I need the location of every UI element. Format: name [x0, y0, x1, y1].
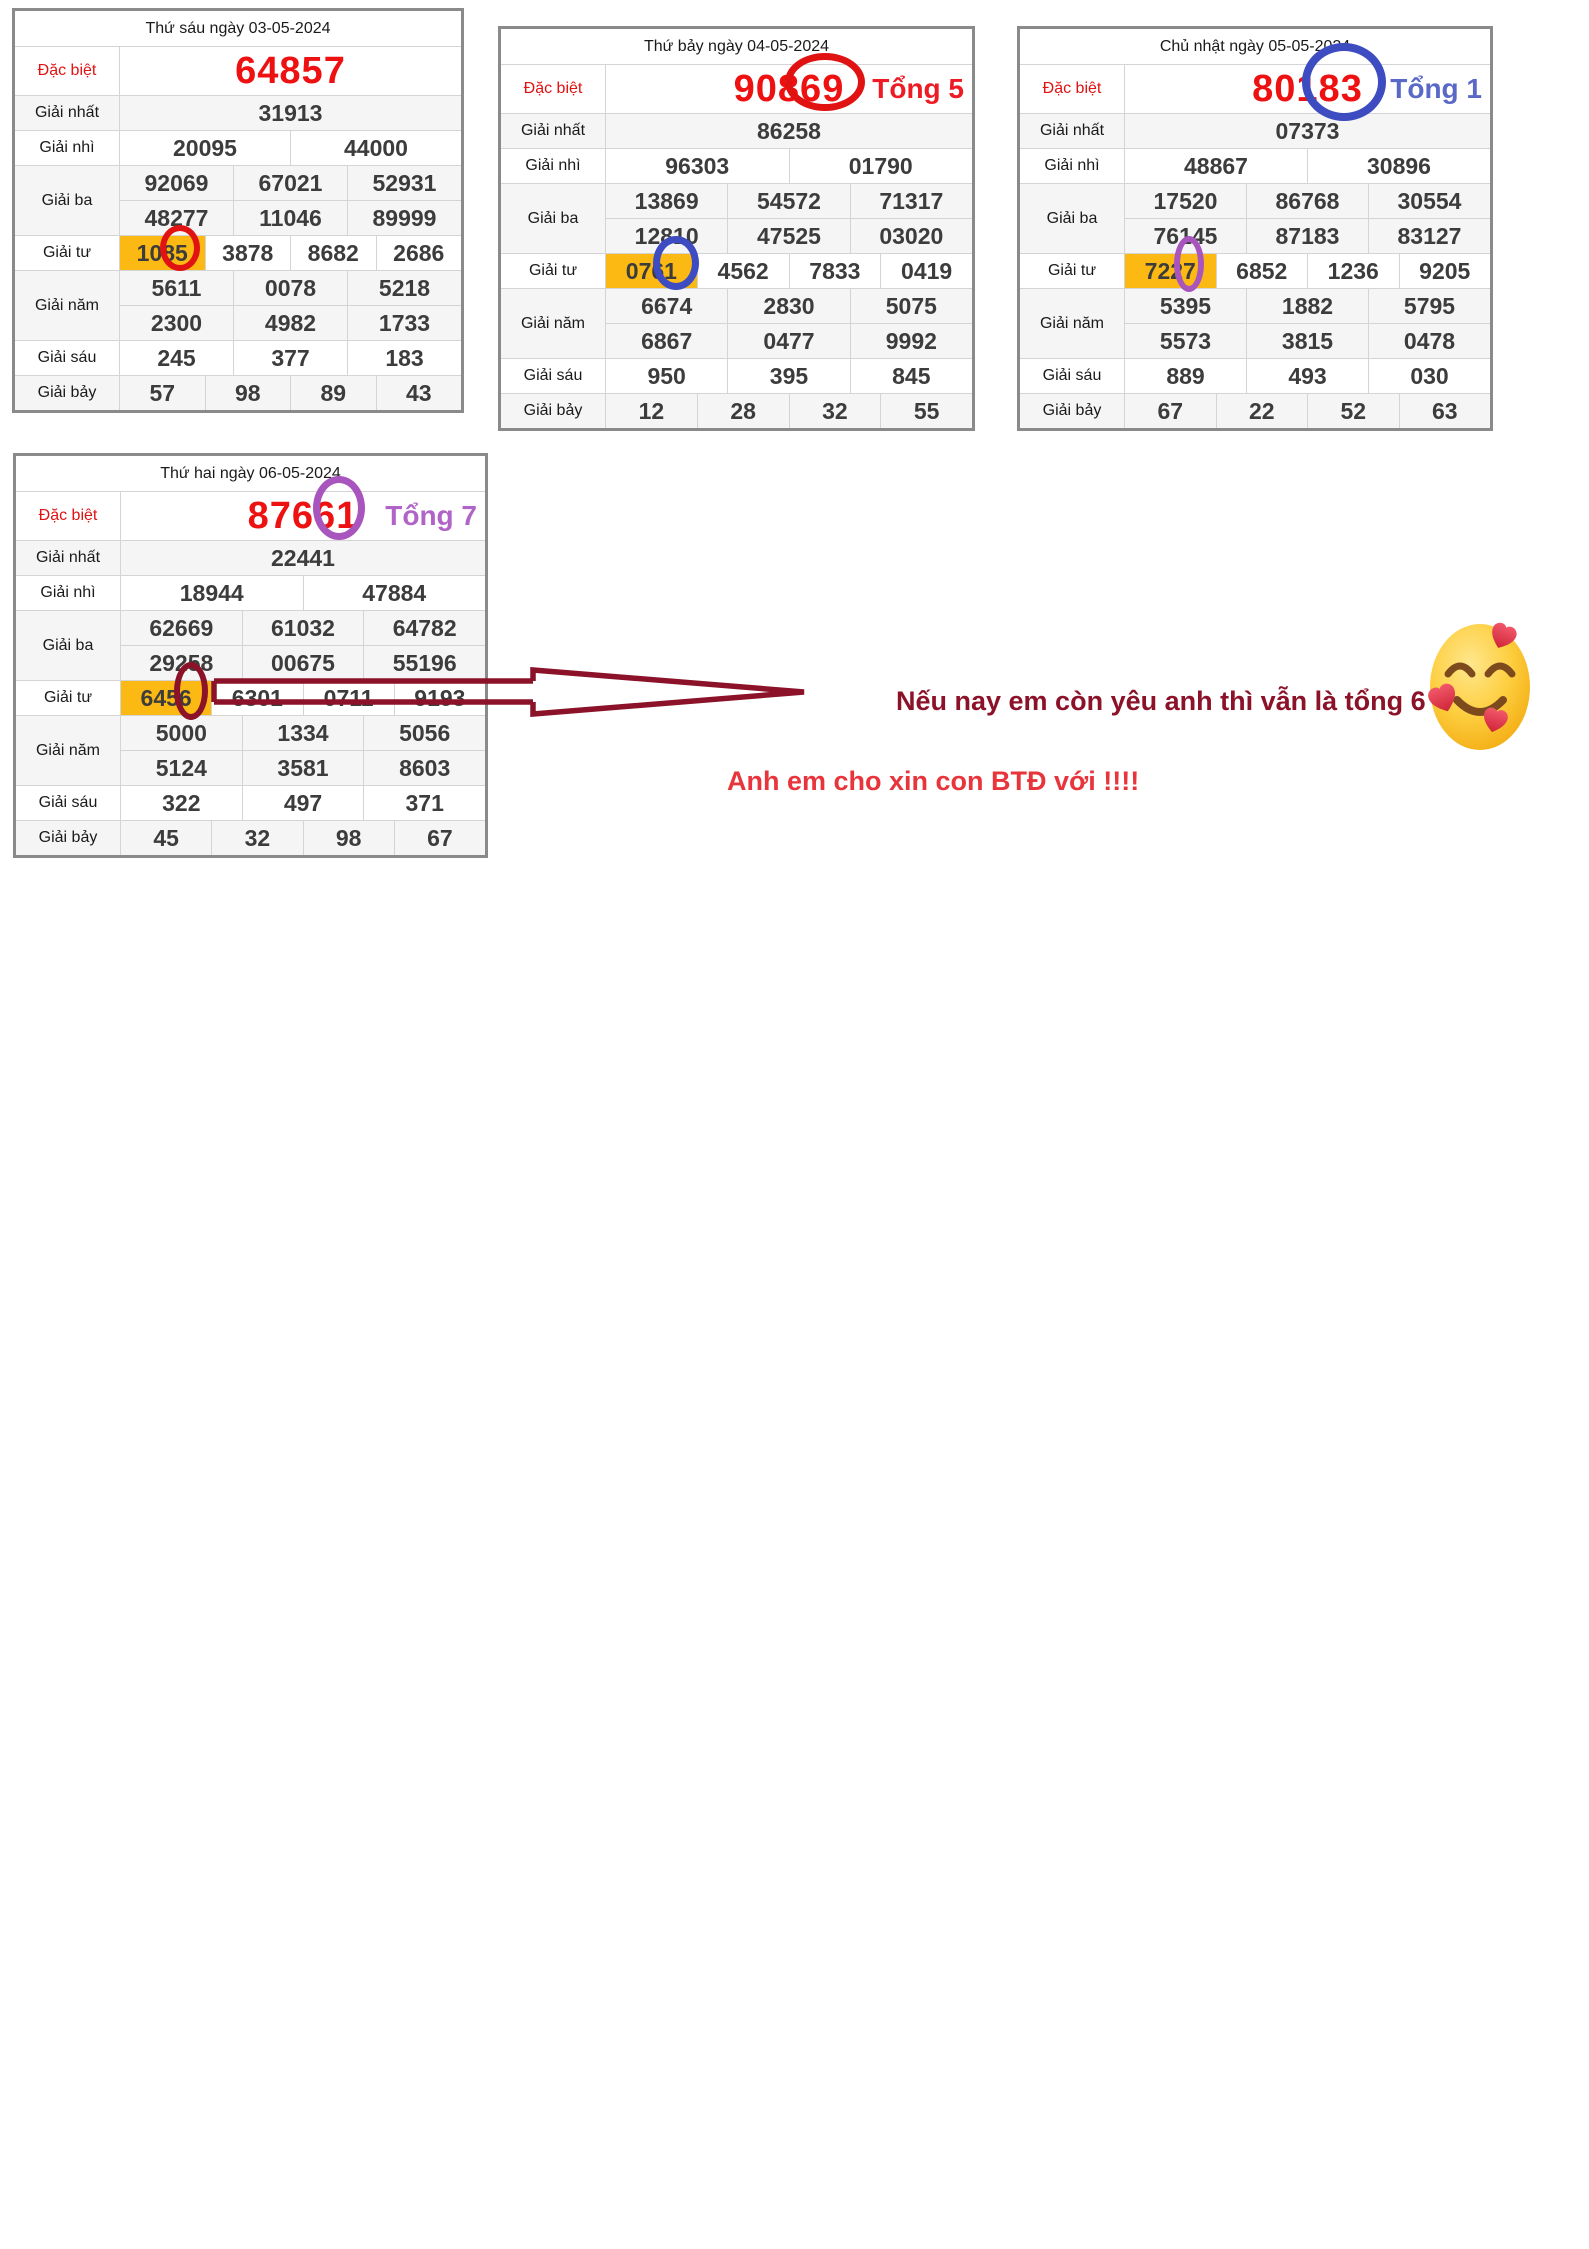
second-prize-values	[121, 576, 485, 610]
prize-number: 22	[1216, 394, 1308, 428]
prize-number: 493	[1246, 359, 1368, 393]
emoji-heart-left	[1426, 681, 1461, 716]
prize-number: 5000	[155, 719, 207, 746]
prize-number: 0078	[233, 271, 347, 305]
special-prize-cell	[1125, 65, 1490, 113]
prize-number: 5056	[363, 716, 485, 750]
prize-number: 0711	[303, 681, 394, 715]
fifth-prize-values-line2	[1125, 323, 1490, 358]
row-sixth-prize	[15, 340, 461, 375]
second-prize-values	[120, 131, 461, 165]
row-label-fourth: Giải tư	[16, 681, 121, 715]
prize-number: 98	[303, 821, 394, 855]
row-label-special: Đặc biệt	[15, 47, 120, 95]
prize-number: 83127	[1368, 219, 1490, 253]
third-prize-values-line2	[121, 645, 485, 680]
table-date: Thứ bảy ngày 04-05-2024	[643, 37, 830, 55]
prize-number: 0478	[1368, 324, 1490, 358]
tong-sum-label: Tổng 5	[872, 73, 964, 104]
row-label-sixth: Giải sáu	[1020, 359, 1125, 393]
prize-number: 12	[638, 397, 665, 424]
lottery-table-2	[498, 26, 975, 431]
row-special-prize	[15, 46, 461, 95]
row-label-fifth: Giải năm	[15, 271, 120, 340]
prize-number: 43	[376, 376, 462, 410]
prize-number: 76145	[1153, 222, 1218, 249]
tong-sum-label: Tổng 7	[385, 500, 477, 531]
prize-number: 8603	[363, 751, 485, 785]
prize-number: 57	[149, 379, 176, 406]
row-first-prize	[1020, 113, 1490, 148]
prize-number: 395	[727, 359, 849, 393]
prize-number: 47525	[727, 219, 849, 253]
first-prize-values	[606, 114, 972, 148]
prize-number: 9193	[394, 681, 485, 715]
prize-number: 96303	[665, 152, 730, 179]
table-date: Chủ nhật ngày 05-05-2024	[1159, 37, 1351, 55]
table-date: Thứ hai ngày 06-05-2024	[160, 464, 341, 482]
row-label-second: Giải nhì	[1020, 149, 1125, 183]
row-label-seventh: Giải bảy	[1020, 394, 1125, 428]
sixth-prize-values	[606, 359, 972, 393]
second-prize-values	[606, 149, 972, 183]
prize-number: 29258	[149, 649, 214, 676]
prize-number: 950	[647, 362, 686, 389]
prize-number: 67	[394, 821, 485, 855]
prize-number: 17520	[1153, 187, 1218, 214]
arrow-head	[533, 670, 804, 714]
prize-number: 6852	[1216, 254, 1308, 288]
row-third-prize	[1020, 183, 1490, 253]
prize-number: 48277	[144, 204, 209, 231]
row-fourth-prize	[15, 235, 461, 270]
prize-number: 5611	[151, 274, 202, 301]
prize-number: 845	[850, 359, 972, 393]
row-label-fifth: Giải năm	[16, 716, 121, 785]
row-special-prize	[501, 64, 972, 113]
row-third-prize	[501, 183, 972, 253]
prize-number: 377	[233, 341, 347, 375]
prize-number: 0477	[727, 324, 849, 358]
prize-number: 32	[789, 394, 881, 428]
prize-number: 2686	[376, 236, 462, 270]
third-prize-values-line1	[606, 184, 972, 218]
row-label-seventh: Giải bảy	[501, 394, 606, 428]
table-header-row	[15, 11, 461, 46]
row-special-prize	[1020, 64, 1490, 113]
row-label-special: Đặc biệt	[501, 65, 606, 113]
row-label-sixth: Giải sáu	[15, 341, 120, 375]
prize-number: 55	[880, 394, 972, 428]
special-prize-cell	[606, 65, 972, 113]
prize-number: 22441	[271, 544, 335, 571]
prize-number: 89999	[347, 201, 461, 235]
row-label-fifth: Giải năm	[501, 289, 606, 358]
row-label-fourth: Giải tư	[1020, 254, 1125, 288]
prize-number: 6674	[641, 292, 693, 319]
prize-number: 6301	[211, 681, 302, 715]
prize-number: 1882	[1246, 289, 1368, 323]
row-fourth-prize	[501, 253, 972, 288]
prize-number: 30554	[1368, 184, 1490, 218]
emoji-left-eye	[1448, 666, 1472, 674]
table-date: Thứ sáu ngày 03-05-2024	[145, 19, 331, 37]
prize-number: 6867	[641, 327, 693, 354]
fifth-prize-values-line2	[120, 305, 461, 340]
row-label-second: Giải nhì	[16, 576, 121, 610]
prize-number: 28	[697, 394, 789, 428]
fifth-prize-values-line2	[121, 750, 485, 785]
prize-number: 6456	[121, 681, 211, 715]
tong-sum-label: Tổng 1	[1390, 73, 1482, 104]
row-label-seventh: Giải bảy	[16, 821, 121, 855]
prize-number: 63	[1399, 394, 1491, 428]
prize-number: 371	[363, 786, 485, 820]
prize-number: 889	[1166, 362, 1205, 389]
row-label-first: Giải nhất	[501, 114, 606, 148]
row-label-third: Giải ba	[1020, 184, 1125, 253]
row-label-first: Giải nhất	[1020, 114, 1125, 148]
prize-number: 9992	[850, 324, 972, 358]
row-first-prize	[16, 540, 485, 575]
prize-number: 30896	[1307, 149, 1490, 183]
prize-number: 5573	[1159, 327, 1212, 354]
third-prize-values-line1	[121, 611, 485, 645]
row-label-special: Đặc biệt	[16, 492, 121, 540]
row-label-first: Giải nhất	[16, 541, 121, 575]
row-label-sixth: Giải sáu	[501, 359, 606, 393]
row-label-sixth: Giải sáu	[16, 786, 121, 820]
prize-number: 2300	[150, 309, 203, 336]
prize-number: 0761	[606, 254, 697, 288]
fourth-prize-values	[121, 681, 485, 715]
prize-number: 1733	[347, 306, 461, 340]
row-label-third: Giải ba	[15, 166, 120, 235]
row-second-prize	[501, 148, 972, 183]
special-prize-number: 80183	[1252, 67, 1363, 110]
prize-number: 71317	[850, 184, 972, 218]
arrow-message-text: Nếu nay em còn yêu anh thì vẫn là tổng 6	[896, 686, 1426, 716]
prize-number: 20095	[173, 134, 237, 161]
lottery-table-1	[12, 8, 464, 413]
prize-number: 31913	[258, 99, 323, 126]
lottery-table-3	[1017, 26, 1493, 431]
fifth-prize-values-line2	[606, 323, 972, 358]
special-prize-number: 64857	[235, 49, 346, 92]
third-prize-values-line2	[1125, 218, 1490, 253]
lottery-table-4	[13, 453, 488, 858]
prize-number: 67	[1157, 397, 1184, 424]
fourth-prize-values	[1125, 254, 1490, 288]
prize-number: 55196	[363, 646, 485, 680]
prize-number: 5218	[347, 271, 461, 305]
prize-number: 07373	[1275, 117, 1340, 144]
row-label-second: Giải nhì	[501, 149, 606, 183]
prize-number: 12810	[634, 222, 699, 249]
fifth-prize-values-line1	[1125, 289, 1490, 323]
prize-number: 86768	[1246, 184, 1368, 218]
table-header-row	[16, 456, 485, 491]
prize-number: 89	[290, 376, 376, 410]
third-prize-values-line1	[1125, 184, 1490, 218]
row-third-prize	[15, 165, 461, 235]
table-header-row	[1020, 29, 1490, 64]
prize-number: 4562	[697, 254, 789, 288]
row-label-third: Giải ba	[16, 611, 121, 680]
row-seventh-prize	[16, 820, 485, 855]
row-sixth-prize	[1020, 358, 1490, 393]
row-second-prize	[1020, 148, 1490, 183]
row-sixth-prize	[501, 358, 972, 393]
prize-number: 245	[157, 344, 196, 371]
prize-number: 61032	[242, 611, 364, 645]
row-seventh-prize	[501, 393, 972, 428]
row-fifth-prize	[501, 288, 972, 358]
prize-number: 5395	[1159, 292, 1212, 319]
emoji-right-eye	[1488, 666, 1512, 674]
row-fourth-prize	[1020, 253, 1490, 288]
prize-number: 18944	[179, 579, 244, 606]
row-fifth-prize	[16, 715, 485, 785]
prize-number: 45	[153, 824, 179, 851]
row-fifth-prize	[15, 270, 461, 340]
third-prize-values-line2	[606, 218, 972, 253]
prize-number: 7227	[1125, 254, 1216, 288]
prize-number: 64782	[363, 611, 485, 645]
prize-number: 3815	[1246, 324, 1368, 358]
prize-number: 01790	[789, 149, 973, 183]
prize-number: 5075	[850, 289, 972, 323]
prize-number: 4982	[233, 306, 347, 340]
smiling-face-with-hearts-emoji	[1424, 612, 1536, 754]
row-first-prize	[501, 113, 972, 148]
sixth-prize-values	[120, 341, 461, 375]
prize-number: 030	[1368, 359, 1490, 393]
prize-number: 52	[1307, 394, 1399, 428]
special-prize-number: 87661	[247, 494, 359, 537]
special-prize-cell	[121, 492, 485, 540]
prize-number: 8682	[290, 236, 376, 270]
prize-number: 7833	[789, 254, 881, 288]
second-prize-values	[1125, 149, 1490, 183]
prize-number: 9205	[1399, 254, 1491, 288]
prize-number: 86258	[757, 117, 821, 144]
row-special-prize	[16, 491, 485, 540]
row-third-prize	[16, 610, 485, 680]
row-seventh-prize	[15, 375, 461, 410]
special-prize-cell	[120, 47, 461, 95]
row-label-fourth: Giải tư	[15, 236, 120, 270]
prize-number: 0419	[880, 254, 972, 288]
row-fifth-prize	[1020, 288, 1490, 358]
row-first-prize	[15, 95, 461, 130]
prize-number: 00675	[242, 646, 364, 680]
emoji-heart-top-right	[1487, 621, 1519, 653]
prize-number: 5124	[155, 754, 207, 781]
seventh-prize-values	[606, 394, 972, 428]
prize-number: 98	[205, 376, 291, 410]
row-label-first: Giải nhất	[15, 96, 120, 130]
row-label-fourth: Giải tư	[501, 254, 606, 288]
sixth-prize-values	[121, 786, 485, 820]
fifth-prize-values-line1	[120, 271, 461, 305]
prize-number: 497	[242, 786, 364, 820]
seventh-prize-values	[120, 376, 461, 410]
prize-number: 2830	[727, 289, 849, 323]
fourth-prize-values	[120, 236, 461, 270]
row-label-fifth: Giải năm	[1020, 289, 1125, 358]
row-label-third: Giải ba	[501, 184, 606, 253]
prize-number: 48867	[1184, 152, 1248, 179]
third-prize-values-line2	[120, 200, 461, 235]
prize-number: 87183	[1246, 219, 1368, 253]
table-header-row	[501, 29, 972, 64]
row-sixth-prize	[16, 785, 485, 820]
prize-number: 1236	[1307, 254, 1399, 288]
row-fourth-prize	[16, 680, 485, 715]
emoji-heart-bottom-right	[1480, 706, 1509, 735]
prize-number: 92069	[144, 169, 209, 196]
third-prize-values-line1	[120, 166, 461, 200]
row-label-seventh: Giải bảy	[15, 376, 120, 410]
sixth-prize-values	[1125, 359, 1490, 393]
prize-number: 3581	[242, 751, 364, 785]
first-prize-values	[121, 541, 485, 575]
prize-number: 52931	[347, 166, 461, 200]
row-second-prize	[16, 575, 485, 610]
prize-number: 3878	[205, 236, 291, 270]
prize-number: 1334	[242, 716, 364, 750]
prize-number: 13869	[634, 187, 699, 214]
row-label-special: Đặc biệt	[1020, 65, 1125, 113]
prize-number: 47884	[303, 576, 486, 610]
fifth-prize-values-line1	[606, 289, 972, 323]
first-prize-values	[120, 96, 461, 130]
seventh-prize-values	[1125, 394, 1490, 428]
prize-number: 322	[162, 789, 201, 816]
seventh-prize-values	[121, 821, 485, 855]
prize-number: 54572	[727, 184, 849, 218]
row-second-prize	[15, 130, 461, 165]
row-seventh-prize	[1020, 393, 1490, 428]
request-message-text: Anh em cho xin con BTĐ với !!!!	[727, 766, 1140, 796]
emoji-smile	[1457, 700, 1503, 712]
fifth-prize-values-line1	[121, 716, 485, 750]
prize-number: 44000	[290, 131, 461, 165]
row-label-second: Giải nhì	[15, 131, 120, 165]
prize-number: 67021	[233, 166, 347, 200]
emoji-face	[1430, 624, 1530, 750]
prize-number: 62669	[149, 614, 214, 641]
first-prize-values	[1125, 114, 1490, 148]
prize-number: 32	[211, 821, 302, 855]
prize-number: 5795	[1368, 289, 1490, 323]
prize-number: 11046	[233, 201, 347, 235]
fourth-prize-values	[606, 254, 972, 288]
prize-number: 03020	[850, 219, 972, 253]
prize-number: 183	[347, 341, 461, 375]
special-prize-number: 90869	[733, 67, 845, 110]
prize-number: 1085	[120, 236, 205, 270]
